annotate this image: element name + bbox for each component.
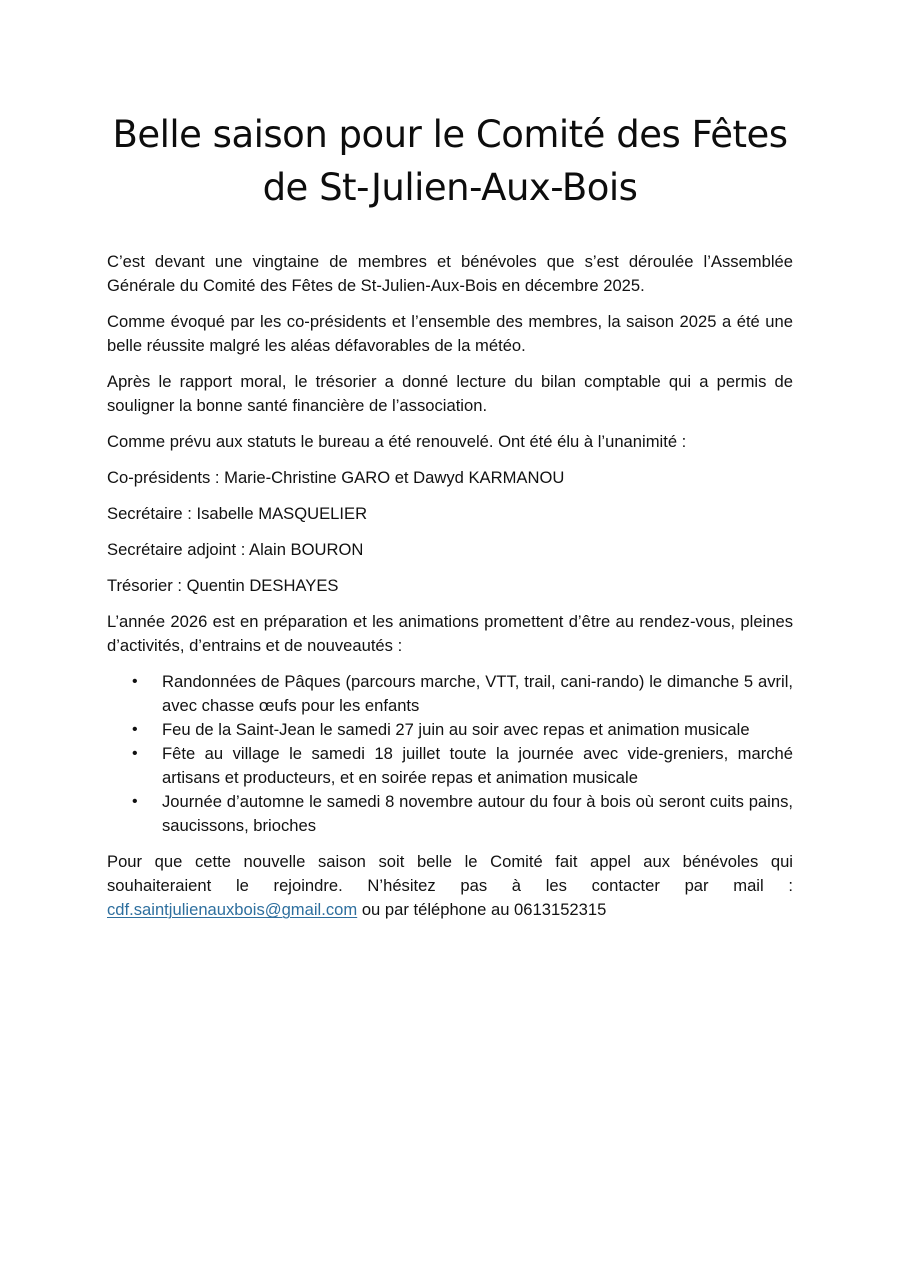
board-secretary: Secrétaire : Isabelle MASQUELIER [107,504,368,523]
contact-text-after: ou par téléphone au 0613152315 [357,900,607,919]
bullet-icon: • [132,793,138,810]
event-text-village-fair: Fête au village le samedi 18 juillet toute la journée avec vide-greniers, marché artisans et producteurs, et en soirée repas et animation musicale [162,744,793,787]
event-list-item [107,790,793,838]
paragraph-board-renewal: Comme prévu aux statuts le bureau a été renouvelé. Ont été élu à l’unanimité : [107,432,687,451]
bullet-icon: • [132,673,138,690]
email-link[interactable]: cdf.saintjulienauxbois@gmail.com [107,900,358,919]
event-list-item [107,718,793,742]
event-text-saint-jean-fire: Feu de la Saint-Jean le samedi 27 juin au soir avec repas et animation musicale [162,720,750,739]
board-deputy-secretary: Secrétaire adjoint : Alain BOURON [107,540,364,559]
document-body [107,250,793,934]
paragraph-assembly: C’est devant une vingtaine de membres et bénévoles que s’est déroulée l’Assemblée Générale du Comité des Fêtes de St-Julien-Aux-Bois en décembre 2025. [107,252,793,295]
board-treasurer: Trésorier : Quentin DESHAYES [107,576,339,595]
events-list [107,670,793,838]
bullet-icon: • [132,721,138,738]
event-text-easter-hikes: Randonnées de Pâques (parcours marche, VTT, trail, cani-rando) le dimanche 5 avril, avec chasse œufs pour les enfants [162,672,793,715]
contact-text-before: Pour que cette nouvelle saison soit belle le Comité fait appel aux bénévoles qui souhaiteraient le rejoindre. N’hésitez pas à les contacter par mail : [107,852,793,895]
board-co-presidents: Co-présidents : Marie-Christine GARO et Dawyd KARMANOU [107,468,565,487]
event-text-autumn-day: Journée d’automne le samedi 8 novembre autour du four à bois où seront cuits pains, saucissons, brioches [162,792,793,835]
event-list-item [107,742,793,790]
paragraph-events-intro: L’année 2026 est en préparation et les animations promettent d’être au rendez-vous, pleines d’activités, d’entrains et de nouveautés : [107,612,793,655]
paragraph-season: Comme évoqué par les co-présidents et l’ensemble des membres, la saison 2025 a été une belle réussite malgré les aléas défavorables de la météo. [107,312,793,355]
bullet-icon: • [132,745,138,762]
paragraph-finances: Après le rapport moral, le trésorier a donné lecture du bilan comptable qui a permis de souligner la bonne santé financière de l’association. [107,372,793,415]
event-list-item [107,670,793,718]
paragraph-contact [107,850,793,922]
document-title: Belle saison pour le Comité des Fêtes de St-Julien-Aux-Bois [112,113,788,209]
